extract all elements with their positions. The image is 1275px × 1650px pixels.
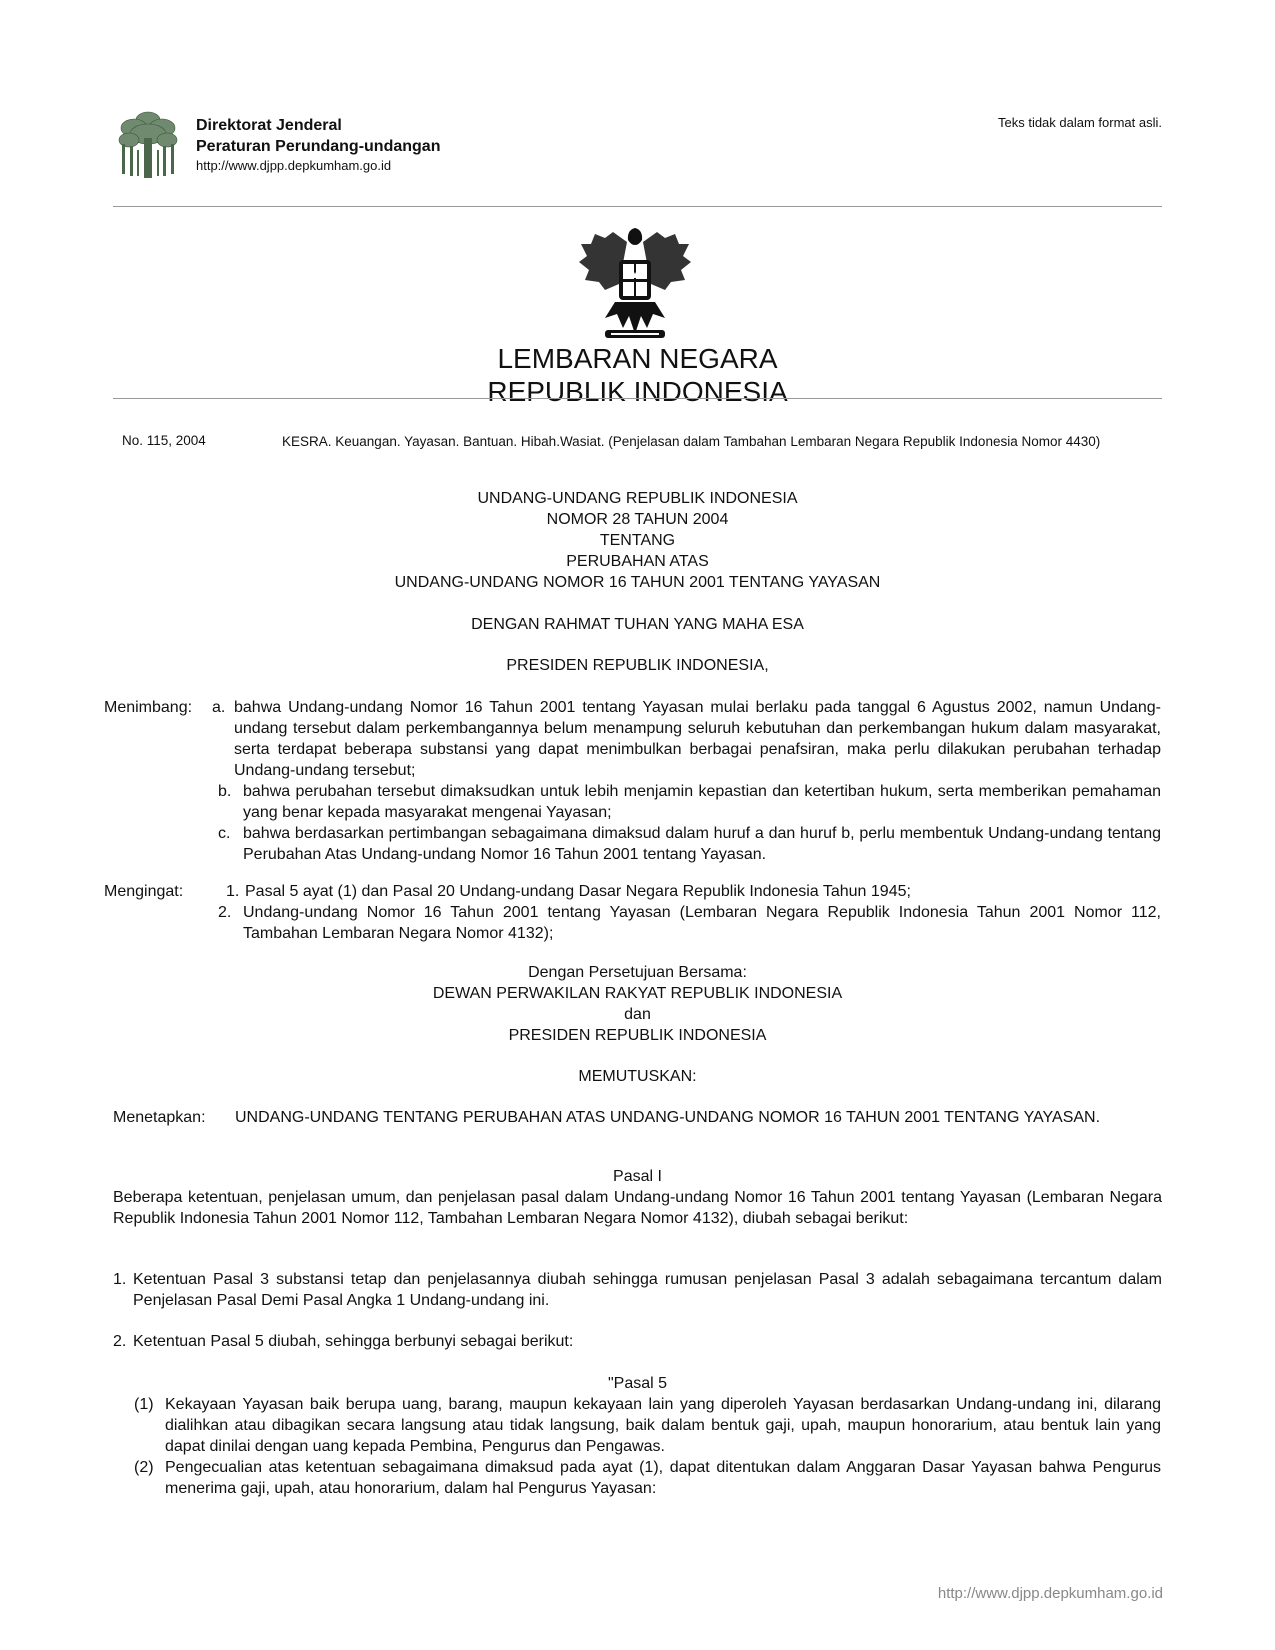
approval-line4: PRESIDEN REPUBLIK INDONESIA: [508, 1027, 767, 1044]
menimbang-b-marker: b.: [218, 783, 232, 800]
header-divider: [113, 206, 1162, 207]
menetapkan-label: Menetapkan:: [113, 1109, 206, 1126]
law-title-line3: TENTANG: [599, 532, 676, 549]
org-name: [196, 115, 440, 157]
menimbang-c-text: bahwa berdasarkan pertimbangan sebagaimana dimaksud dalam huruf a dan huruf b, perlu membentuk Undang-undang tentang Perubahan Atas Undang-undang Nomor 16 Tahun 2001 tentang Yayasan.: [243, 825, 1161, 863]
pasal-5-heading: "Pasal 5: [607, 1375, 668, 1392]
law-title-line4: PERUBAHAN ATAS: [566, 553, 709, 570]
menimbang-a-text: bahwa Undang-undang Nomor 16 Tahun 2001 tentang Yayasan mulai berlaku pada tanggal 6 Agustus 2002, namun Undang-undang tersebut dalam perkembangannya belum menampung seluruh kebutuhan dan perkembangan hukum dalam masyarakat, serta terdapat beberapa substansi yang dapat menimbulkan berbagai penafsiran, maka perlu dilakukan perubahan terhadap Undang-undang tersebut;: [234, 699, 1161, 779]
law-title: [113, 488, 1162, 593]
menimbang-label: Menimbang:: [104, 699, 193, 716]
format-note: Teks tidak dalam format asli.: [997, 115, 1162, 130]
pasal-5-ayat2-text: Pengecualian atas ketentuan sebagaimana dimaksud pada ayat (1), dapat ditentukan dalam Anggaran Dasar Yayasan bahwa Pengurus menerima gaji, upah, atau honorarium, dalam hal Pengurus Yayasan:: [165, 1459, 1161, 1497]
gazette-description: KESRA. Keuangan. Yayasan. Bantuan. Hibah.Wasiat. (Penjelasan dalam Tambahan Lembaran Negara Republik Indonesia Nomor 4430): [282, 434, 1101, 449]
approval: [113, 962, 1162, 1046]
menimbang-b-text: bahwa perubahan tersebut dimaksudkan untuk lebih menjamin kepastian dan ketertiban hukum, serta memberikan pemahaman yang benar kepada masyarakat mengenai Yayasan;: [243, 783, 1161, 821]
president-heading: PRESIDEN REPUBLIK INDONESIA,: [506, 657, 769, 674]
pasal-1-item2-text: Ketentuan Pasal 5 diubah, sehingga berbunyi sebagai berikut:: [133, 1333, 574, 1350]
pasal-5-ayat1-marker: (1): [134, 1396, 154, 1413]
mengingat-1-marker: 1.: [226, 883, 240, 900]
blessing: DENGAN RAHMAT TUHAN YANG MAHA ESA: [471, 616, 804, 633]
mengingat-2-text: Undang-undang Nomor 16 Tahun 2001 tentang Yayasan (Lembaran Negara Republik Indonesia Tahun 2001 Nomor 112, Tambahan Lembaran Negara Nomor 4132);: [243, 904, 1161, 942]
pasal-1-intro: Beberapa ketentuan, penjelasan umum, dan penjelasan pasal dalam Undang-undang Nomor 16 Tahun 2001 tentang Yayasan (Lembaran Negara Republik Indonesia Tahun 2001 Nomor 112, Tambahan Lembaran Negara Nomor 4132), diubah sebagai berikut:: [113, 1189, 1162, 1227]
mengingat-2-marker: 2.: [218, 904, 232, 921]
approval-line3: dan: [624, 1006, 651, 1023]
gazette-divider: [113, 398, 1162, 399]
law-title-line5: UNDANG-UNDANG NOMOR 16 TAHUN 2001 TENTANG YAYASAN: [394, 574, 881, 591]
pasal-5-ayat2-marker: (2): [134, 1459, 154, 1476]
law-title-line2: NOMOR 28 TAHUN 2004: [546, 511, 729, 528]
law-title-line1: UNDANG-UNDANG REPUBLIK INDONESIA: [477, 490, 798, 507]
approval-line1: Dengan Persetujuan Bersama:: [528, 964, 747, 981]
garuda-emblem: [575, 222, 695, 344]
pasal-1-item1-text: Ketentuan Pasal 3 substansi tetap dan penjelasannya diubah sehingga rumusan penjelasan Pasal 3 adalah sebagaimana tercantum dalam Penjelasan Pasal Demi Pasal Angka 1 Undang-undang ini.: [133, 1271, 1162, 1309]
gazette-title-line2: REPUBLIK INDONESIA: [487, 376, 788, 407]
mengingat-1-text: Pasal 5 ayat (1) dan Pasal 20 Undang-undang Dasar Negara Republik Indonesia Tahun 1945;: [245, 883, 911, 900]
approval-line2: DEWAN PERWAKILAN RAKYAT REPUBLIK INDONESIA: [432, 985, 843, 1002]
gazette-title-line1: LEMBARAN NEGARA: [497, 343, 778, 374]
pasal-1-heading: Pasal I: [613, 1168, 662, 1185]
pasal-1-item2-marker: 2.: [113, 1333, 127, 1350]
menimbang-a: [234, 697, 1161, 781]
gazette-number: No. 115, 2004: [122, 433, 206, 448]
header-url[interactable]: http://www.djpp.depkumham.go.id: [196, 158, 392, 173]
menetapkan-text: UNDANG-UNDANG TENTANG PERUBAHAN ATAS UNDANG-UNDANG NOMOR 16 TAHUN 2001 TENTANG YAYASAN.: [235, 1109, 1101, 1126]
org-name-line1: Direktorat Jenderal: [196, 117, 342, 134]
footer-url[interactable]: http://www.djpp.depkumham.go.id: [937, 1585, 1163, 1602]
djpp-tree-logo: [117, 110, 179, 180]
mengingat-label: Mengingat:: [104, 883, 184, 900]
menimbang-a-marker: a.: [212, 699, 226, 716]
menimbang-c-marker: c.: [218, 825, 231, 842]
org-name-line2: Peraturan Perundang-undangan: [196, 138, 441, 155]
pasal-5-ayat1-text: Kekayaan Yayasan baik berupa uang, barang, maupun kekayaan lain yang diperoleh Yayasan berdasarkan Undang-undang ini, dilarang dialihkan atau dibagikan secara langsung atau tidak langsung, baik dalam bentuk gaji, upah, maupun honorarium, atau bentuk lain yang dapat dinilai dengan uang kepada Pembina, Pengurus dan Pengawas.: [165, 1396, 1161, 1455]
decision-heading: MEMUTUSKAN:: [578, 1068, 697, 1085]
pasal-1-item1-marker: 1.: [113, 1271, 127, 1288]
